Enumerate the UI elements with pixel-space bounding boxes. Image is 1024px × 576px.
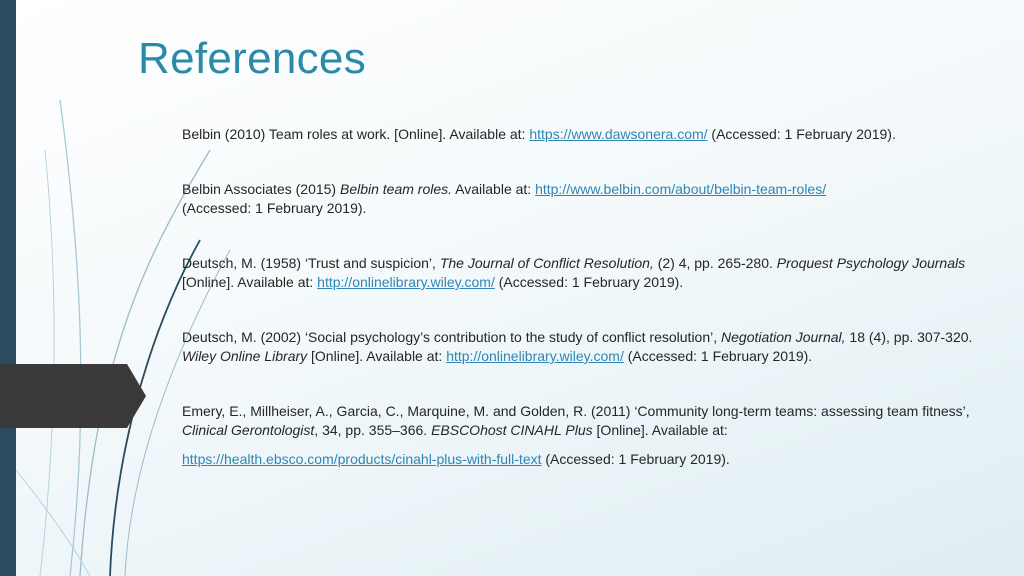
reference-text: (Accessed: 1 February 2019).: [623, 348, 813, 364]
reference-last-line: [182, 450, 982, 469]
reference-text: 18 (4), pp. 307-320.: [845, 329, 973, 345]
reference-source-italic: EBSCOhost CINAHL Plus: [431, 422, 593, 438]
reference-title-italic: The Journal of Conflict Resolution,: [439, 255, 654, 271]
reference-text: Belbin (2010) Team roles at work. [Online]. Available at:: [182, 126, 530, 142]
reference-text: Deutsch, M. (2002) ‘Social psychology’s contribution to the study of conflict resolution’,: [182, 329, 722, 345]
reference-item: [182, 402, 982, 469]
arrow-shape: [0, 364, 146, 428]
reference-source-italic: Wiley Online Library: [182, 348, 308, 364]
reference-item: [182, 180, 982, 218]
reference-link[interactable]: http://onlinelibrary.wiley.com/: [317, 274, 495, 290]
reference-text: (Accessed: 1 February 2019).: [541, 451, 730, 467]
reference-item: [182, 254, 982, 292]
references-list: [182, 125, 982, 469]
reference-text: (Accessed: 1 February 2019).: [707, 126, 896, 142]
reference-link[interactable]: http://onlinelibrary.wiley.com/: [446, 348, 624, 364]
reference-source-italic: Proquest Psychology Journals: [776, 255, 966, 271]
reference-title-italic: Negotiation Journal,: [721, 329, 846, 345]
reference-text: (2) 4, pp. 265-280.: [653, 255, 777, 271]
reference-text: Emery, E., Millheiser, A., Garcia, C., Marquine, M. and Golden, R. (2011) ‘Community long-term teams: assessing team fitness’,: [182, 403, 970, 419]
decor-curve-1: [60, 100, 81, 576]
reference-text: (Accessed: 1 February 2019).: [182, 200, 367, 216]
reference-link[interactable]: https://health.ebsco.com/products/cinahl-plus-with-full-text: [182, 451, 542, 467]
reference-text: [Online]. Available at:: [307, 348, 447, 364]
page-title: References: [138, 34, 367, 83]
reference-link[interactable]: http://www.belbin.com/about/belbin-team-roles/: [535, 181, 827, 197]
decor-curve-2: [40, 150, 54, 576]
reference-text: [Online]. Available at:: [592, 422, 728, 438]
reference-text: (Accessed: 1 February 2019).: [494, 274, 684, 290]
reference-text: Belbin Associates (2015): [182, 181, 340, 197]
reference-text: , 34, pp. 355–366.: [314, 422, 432, 438]
reference-title-italic: Belbin team roles.: [339, 181, 453, 197]
reference-title-italic: Clinical Gerontologist: [182, 422, 315, 438]
reference-text: [Online]. Available at:: [182, 274, 318, 290]
reference-text: Deutsch, M. (1958) ‘Trust and suspicion’,: [182, 255, 440, 271]
decor-curve-6: [16, 470, 90, 576]
reference-item: [182, 328, 982, 366]
reference-link[interactable]: https://www.dawsonera.com/: [529, 126, 708, 142]
reference-text: Available at:: [452, 181, 536, 197]
reference-item: [182, 125, 982, 144]
